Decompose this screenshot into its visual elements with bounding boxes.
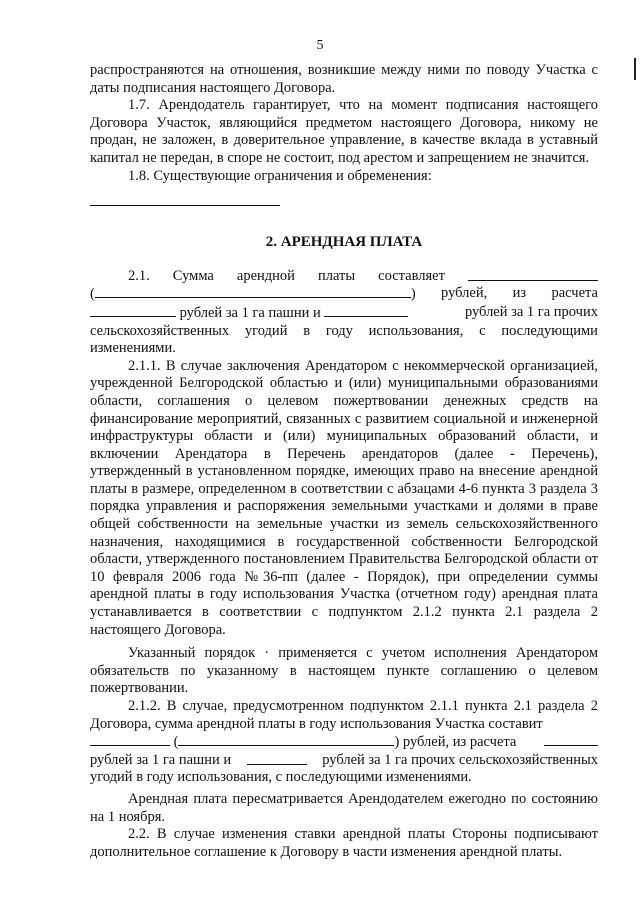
scan-edge-mark (634, 58, 636, 80)
paragraph-2-1-line4 (90, 323, 598, 341)
paragraph-order: Указанный порядок · применяется с учетом исполнения Арендатором обязательств по указанному в настоящем пункте соглашению о целевом пожертвовании. (90, 645, 598, 697)
text-run: ) рублей, из расчета (394, 734, 517, 751)
text-run: составляет (378, 267, 445, 284)
amount-words-field (90, 285, 416, 304)
blank-field-amount (468, 268, 598, 281)
paragraph-review: Арендная плата пересматривается Арендодателем ежегодно по состоянию на 1 ноября. (90, 790, 598, 825)
text-run: рублей за 1 га прочих сельскохозяйственных (322, 751, 598, 768)
text-run: использования, (368, 322, 464, 339)
paragraph-2-1-2-line2 (90, 752, 598, 770)
paragraph-2-1-2-line3: угодий в году использования, с последующими изменениями. (90, 769, 472, 786)
paragraph-2-1-line1 (90, 268, 598, 286)
text-run: в (303, 322, 311, 339)
paragraph-2-1-line2 (90, 285, 598, 304)
section-heading: 2. АРЕНДНАЯ ПЛАТА (265, 234, 423, 251)
paragraph-2-2: 2.2. В случае изменения ставки арендной платы Стороны подписывают дополнительное соглашение к Договору в части изменения арендной платы. (90, 826, 598, 860)
paren-open: ( (90, 286, 95, 303)
text-run: рублей за 1 га прочих (464, 303, 598, 320)
paragraph-2-1-2: 2.1.2. В случае, предусмотренном подпунктом 2.1.1 пункта 2.1 раздела 2 Договора, сумма арендной платы в году использования Участка составит (90, 698, 598, 732)
blank-field-amount-2 (90, 733, 170, 746)
blank-line-encumbrances (90, 195, 280, 206)
paragraph-1-7: 1.7. Арендодатель гарантирует, что на момент подписания настоящего Договора Участок, являющийся предметом настоящего Договора, никому не продан, не заложен, в доверительное управление, в качестве вклада в уставный капитал не передан, в споре не состоит, под арестом и запрещением не значится. (90, 97, 598, 166)
blank-field-words (95, 285, 411, 298)
text-run: 2.1. (128, 267, 150, 284)
blank-field-words-2 (178, 733, 394, 746)
blank-field-other-rate (324, 304, 408, 317)
text-run: расчета (551, 285, 598, 302)
paragraph-continuation: распространяются на отношения, возникшие между ними по поводу Участка с даты подписания настоящего Договора. (90, 62, 598, 96)
paragraph-1-8: 1.8. Существующие ограничения и обременения: (128, 167, 432, 184)
paren-open: ( (173, 734, 179, 751)
text-run: сельскохозяйственных (90, 322, 230, 339)
blank-field-rate-2 (544, 733, 598, 746)
text-run: рублей, (441, 285, 488, 302)
text-run: арендной (236, 267, 295, 284)
text-run: с (479, 322, 486, 339)
text-run: рублей за 1 га пашни и (179, 304, 321, 321)
blank-field-arable-rate (90, 304, 176, 317)
paragraph-2-1-line3 (90, 304, 598, 323)
text-run: последующими (501, 322, 598, 339)
page-number: 5 (316, 38, 324, 53)
text-run: из (512, 285, 527, 302)
text-run: рублей за 1 га пашни и (90, 751, 232, 768)
text-run: платы (317, 267, 356, 284)
blank-field-other-rate-2 (247, 752, 307, 765)
paragraph-2-1-line5: изменениями. (90, 340, 176, 357)
text-run: угодий (244, 322, 288, 339)
text-run: Сумма (172, 267, 214, 284)
paragraph-2-1-1: 2.1.1. В случае заключения Арендатором с некоммерческой организацией, учрежденной Белгородской областью и (или) муниципальными образованиями области, соглашения о целевом пожертвовании денежных средств на финансирование мероприятий, связанных с развитием социальной и инженерной инфраструктуры области и (или) муниципальных образований области, и включении Арендатора в Перечень арендаторов (далее - Перечень), утвержденный в установленном порядке, имеющих право на внесение арендной платы в размере, определенном в соответствии с абзацами 4-6 пункта 3 раздела 3 порядка управления и распоряжения земельными участками и долями в праве общей собственности на земельные участки из земель сельскохозяйственного назначения, находящимися в государственной собственности Белгородской области, утвержденного постановлением Правительства Белгородской области от 10 февраля 2006 года №36-пп (далее - Порядок), при определении суммы арендной платы в году использования Участка (отчетном году) арендная плата устанавливается в соответствии с подпунктом 2.1.2 пункта 2.1 раздела 2 настоящего Договора. (90, 357, 598, 638)
text-run: году (325, 322, 353, 339)
document-body (90, 62, 598, 861)
paragraph-2-1-2-line1 (90, 733, 598, 752)
paren-close: ) (410, 286, 416, 303)
